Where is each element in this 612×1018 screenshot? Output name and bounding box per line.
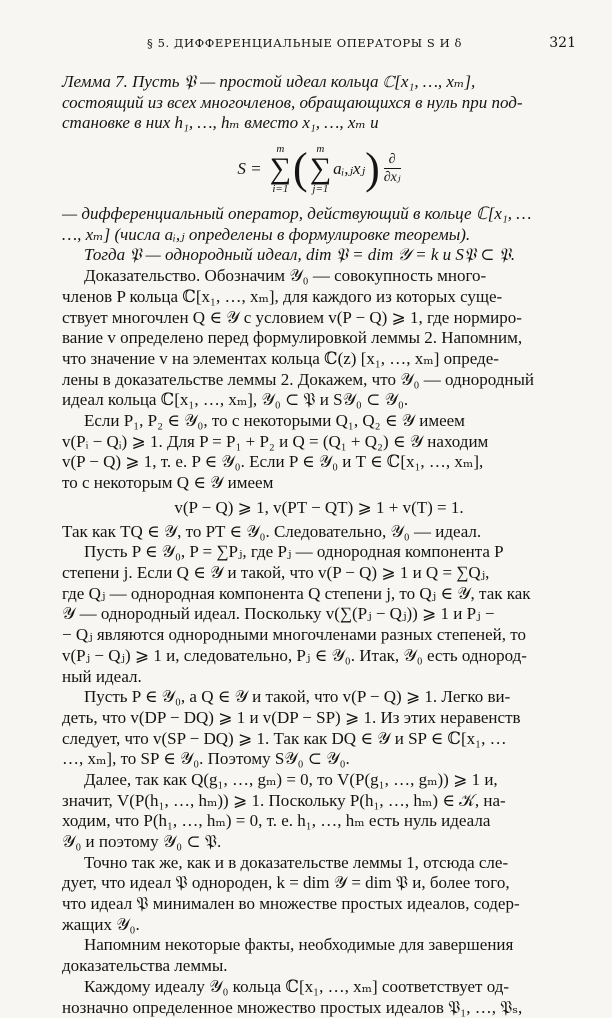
text-line: Пусть P ∈ 𝒴₀, а Q ∈ 𝒴 и такой, что v(P − Q) ⩾ 1. Легко ви- — [62, 687, 576, 708]
text-line: ствует многочлен Q ∈ 𝒴 с условием v(P − Q) ⩾ 1, где нормиро- — [62, 308, 576, 329]
lemma-line: Тогда 𝔓 — однородный идеал, dim 𝔓 = dim 𝒴 = k и S𝔓 ⊂ 𝔓. — [62, 245, 576, 266]
text-line: лены в доказательстве леммы 2. Докажем, что 𝒴₀ — однородный — [62, 370, 576, 391]
formula-lhs: S = — [237, 159, 261, 179]
proof-line: Доказательство. Обозначим 𝒴₀ — совокупность много- — [62, 266, 576, 287]
lemma-line: — дифференциальный оператор, действующий в кольце ℂ[x₁, … — [62, 204, 576, 225]
text-line: значит, V(P(h₁, …, hₘ)) ⩾ 1. Поскольку P(h₁, …, hₘ) ∈ 𝒦, на- — [62, 791, 576, 812]
text-line: вание v определено перед формулировкой леммы 2. Напомним, — [62, 328, 576, 349]
text-line: то с некоторым Q ∈ 𝒴 имеем — [62, 473, 576, 494]
text-line: что значение v на элементах кольца ℂ(z) [x₁, …, xₘ] опреде- — [62, 349, 576, 370]
text-line: членов P кольца ℂ[x₁, …, xₘ], для каждого из которых суще- — [62, 287, 576, 308]
text-line: Пусть P ∈ 𝒴₀, P = ∑Pⱼ, где Pⱼ — однородная компонента P — [62, 542, 576, 563]
text-line: v(P − Q) ⩾ 1, т. е. P ∈ 𝒴₀. Если P ∈ 𝒴₀ и T ∈ ℂ[x₁, …, xₘ], — [62, 452, 576, 473]
text-line: следует, что v(SP − DQ) ⩾ 1. Так как DQ ∈ 𝒴 и SP ∈ ℂ[x₁, … — [62, 729, 576, 750]
lemma-line: состоящий из всех многочленов, обращающихся в нуль при под- — [62, 93, 576, 114]
lemma-line: …, xₘ] (числа aᵢ,ⱼ определены в формулировке теоремы). — [62, 225, 576, 246]
text-line: ходим, что P(h₁, …, hₘ) = 0, т. е. h₁, …, hₘ есть нуль идеала — [62, 811, 576, 832]
text-line: Точно так же, как и в доказательстве леммы 1, отсюда сле- — [62, 853, 576, 874]
operator-formula — [62, 134, 576, 204]
outer-sum: m ∑ i=1 — [270, 143, 291, 195]
page-number: 321 — [549, 35, 576, 51]
lemma-line: Лемма 7. Пусть 𝔓 — простой идеал кольца ℂ[x₁, …, xₘ], — [62, 72, 576, 93]
text-line: нозначно определенное множество простых идеалов 𝔓₁, …, 𝔓ₛ, — [62, 998, 576, 1018]
running-header — [62, 36, 576, 56]
text-line: …, xₘ], то SP ∈ 𝒴₀. Поэтому S𝒴₀ ⊂ 𝒴₀. — [62, 749, 576, 770]
text-line: идеал кольца ℂ[x₁, …, xₘ], 𝒴₀ ⊂ 𝔓 и S𝒴₀ ⊂ 𝒴₀. — [62, 390, 576, 411]
lemma-line: становке в них h₁, …, hₘ вместо x₁, …, xₘ и — [62, 113, 576, 134]
page-body — [62, 72, 576, 1018]
text-line: 𝒴₀ и поэтому 𝒴₀ ⊂ 𝔓. — [62, 832, 576, 853]
text-line: деть, что v(DP − DQ) ⩾ 1 и v(DP − SP) ⩾ 1. Из этих неравенств — [62, 708, 576, 729]
text-line: жащих 𝒴₀. — [62, 915, 576, 936]
text-line: Далее, так как Q(g₁, …, gₘ) = 0, то V(P(g₁, …, gₘ)) ⩾ 1 и, — [62, 770, 576, 791]
text-line: Если P₁, P₂ ∈ 𝒴₀, то с некоторыми Q₁, Q₂ ∈ 𝒴 имеем — [62, 411, 576, 432]
partial-derivative: $\frac{\partial}{\text{∂xⱼ}}$ — [384, 152, 401, 186]
text-line: степени j. Если Q ∈ 𝒴 и такой, что v(P − Q) ⩾ 1 и Q = ∑Qⱼ, — [62, 563, 576, 584]
text-line: что идеал 𝔓 минимален во множестве простых идеалов, содер- — [62, 894, 576, 915]
open-paren: ( — [293, 147, 308, 191]
text-line: где Qⱼ — однородная компонента Q степени j, то Qⱼ ∈ 𝒴, так как — [62, 584, 576, 605]
inner-sum: m ∑ j=1 — [310, 143, 331, 195]
text-line: − Qⱼ являются однородными многочленами разных степеней, то — [62, 625, 576, 646]
text-line: v(Pⱼ − Qⱼ) ⩾ 1 и, следовательно, Pⱼ ∈ 𝒴₀. Итак, 𝒴₀ есть однород- — [62, 646, 576, 667]
text-line: Каждому идеалу 𝒴₀ кольца ℂ[x₁, …, xₘ] соответствует од- — [62, 977, 576, 998]
text-line: v(Pᵢ − Qᵢ) ⩾ 1. Для P = P₁ + P₂ и Q = (Q₁ + Q₂) ∈ 𝒴 находим — [62, 432, 576, 453]
text-line: Напомним некоторые факты, необходимые для завершения — [62, 935, 576, 956]
text-line: 𝒴 — однородный идеал. Поскольку v(∑(Pⱼ − Qⱼ)) ⩾ 1 и Pⱼ − — [62, 604, 576, 625]
section-title: § 5. ДИФФЕРЕНЦИАЛЬНЫЕ ОПЕРАТОРЫ S И δ — [147, 36, 462, 50]
text-line: доказательства леммы. — [62, 956, 576, 977]
close-paren: ) — [365, 147, 380, 191]
text-line: дует, что идеал 𝔓 однороден, k = dim 𝒴 = dim 𝔓 и, более того, — [62, 873, 576, 894]
text-line: ный идеал. — [62, 667, 576, 688]
text-line: Так как TQ ∈ 𝒴, то PT ∈ 𝒴₀. Следовательно, 𝒴₀ — идеал. — [62, 522, 576, 543]
inner-term: aᵢ,ⱼxⱼ — [333, 159, 365, 179]
inequality-display: v(P − Q) ⩾ 1, v(PT − QT) ⩾ 1 + v(T) = 1. — [62, 494, 576, 522]
